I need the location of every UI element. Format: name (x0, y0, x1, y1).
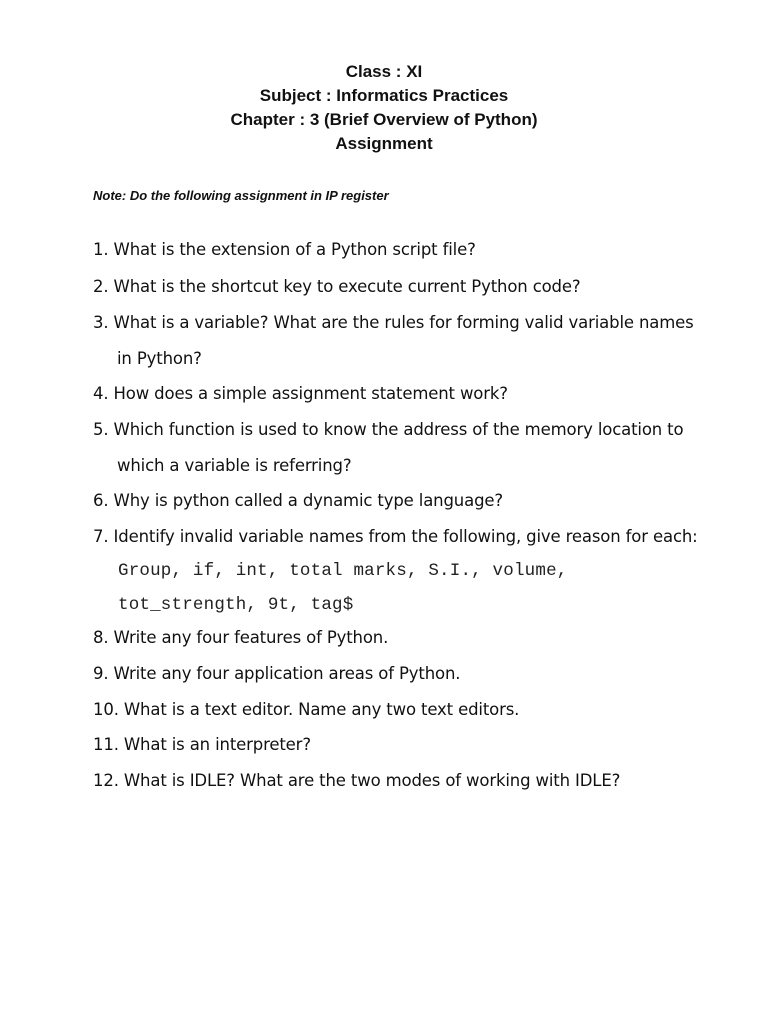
question-2: 2. What is the shortcut key to execute current Python code? (93, 277, 581, 296)
question-7-code-line-1: Group, if, int, total marks, S.I., volume, (118, 561, 568, 581)
document-header (0, 60, 768, 156)
question-3-continued: in Python? (117, 349, 202, 368)
note-text: Note: Do the following assignment in IP register (93, 188, 389, 203)
question-5-continued: which a variable is referring? (117, 456, 352, 475)
subject-line: Subject : Informatics Practices (259, 86, 509, 105)
question-12: 12. What is IDLE? What are the two modes of working with IDLE? (93, 771, 621, 790)
question-4: 4. How does a simple assignment statement work? (93, 384, 508, 403)
question-10: 10. What is a text editor. Name any two text editors. (93, 700, 520, 719)
assignment-title: Assignment (335, 134, 433, 153)
question-7-code-line-2: tot_strength, 9t, tag$ (118, 595, 354, 615)
question-7: 7. Identify invalid variable names from the following, give reason for each: (93, 527, 698, 546)
question-5: 5. Which function is used to know the address of the memory location to (93, 420, 684, 439)
question-3: 3. What is a variable? What are the rules for forming valid variable names (93, 313, 694, 332)
question-9: 9. Write any four application areas of Python. (93, 664, 461, 683)
question-8: 8. Write any four features of Python. (93, 628, 389, 647)
question-11: 11. What is an interpreter? (93, 735, 311, 754)
question-1: 1. What is the extension of a Python script file? (93, 240, 476, 259)
chapter-line: Chapter : 3 (Brief Overview of Python) (230, 110, 538, 129)
class-line: Class : XI (345, 62, 423, 81)
question-6: 6. Why is python called a dynamic type language? (93, 491, 503, 510)
